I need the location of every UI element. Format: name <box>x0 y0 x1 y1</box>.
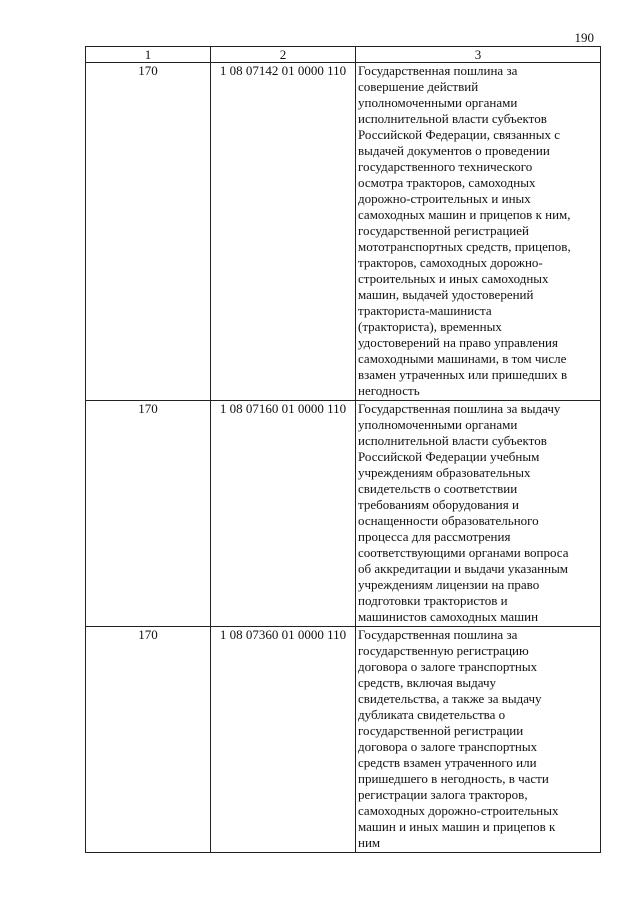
income-description-cell: Государственная пошлина за выдачу уполномоченными органами исполнительной власти субъектов Российской Федерации учебным учреждениям образовательных свидетельств о соответствии требованиям оборудования и оснащенности образовательного процесса для рассмотрения соответствующими органами вопроса об аккредитации и выдачи указанным учреждениям лицензии на право подготовки трактористов и машинистов самоходных машин <box>356 401 601 627</box>
budget-classification-code-cell: 1 08 07360 01 0000 110 <box>211 627 356 853</box>
table-row <box>86 63 601 401</box>
income-description-cell: Государственная пошлина за совершение действий уполномоченными органами исполнительной власти субъектов Российской Федерации, связанных с выдачей документов о проведении государственного технического осмотра тракторов, самоходных дорожно-строительных и иных самоходных машин и прицепов к ним, государственной регистрацией мототранспортных средств, прицепов, тракторов, самоходных дорожно- строительных и иных самоходных машин, выдачей удостоверений тракториста-машиниста (тракториста), временных удостоверений на право управления самоходными машинами, в том числе взамен утраченных или пришедших в негодность <box>356 63 601 401</box>
table-row <box>86 627 601 853</box>
page-number: 190 <box>574 30 594 45</box>
column-header-1: 1 <box>86 47 211 63</box>
column-header-3: 3 <box>356 47 601 63</box>
administrator-code-cell: 170 <box>86 63 211 401</box>
income-codes-table <box>85 46 601 853</box>
table-header-row <box>86 47 601 63</box>
column-header-2: 2 <box>211 47 356 63</box>
income-description-cell: Государственная пошлина за государственную регистрацию договора о залоге транспортных средств, включая выдачу свидетельства, а также за выдачу дубликата свидетельства о государственной регистрации договора о залоге транспортных средств взамен утраченного или пришедшего в негодность, в части регистрации залога тракторов, самоходных дорожно-строительных машин и иных машин и прицепов к ним <box>356 627 601 853</box>
budget-classification-code-cell: 1 08 07142 01 0000 110 <box>211 63 356 401</box>
administrator-code-cell: 170 <box>86 401 211 627</box>
administrator-code-cell: 170 <box>86 627 211 853</box>
budget-classification-code-cell: 1 08 07160 01 0000 110 <box>211 401 356 627</box>
table-row <box>86 401 601 627</box>
